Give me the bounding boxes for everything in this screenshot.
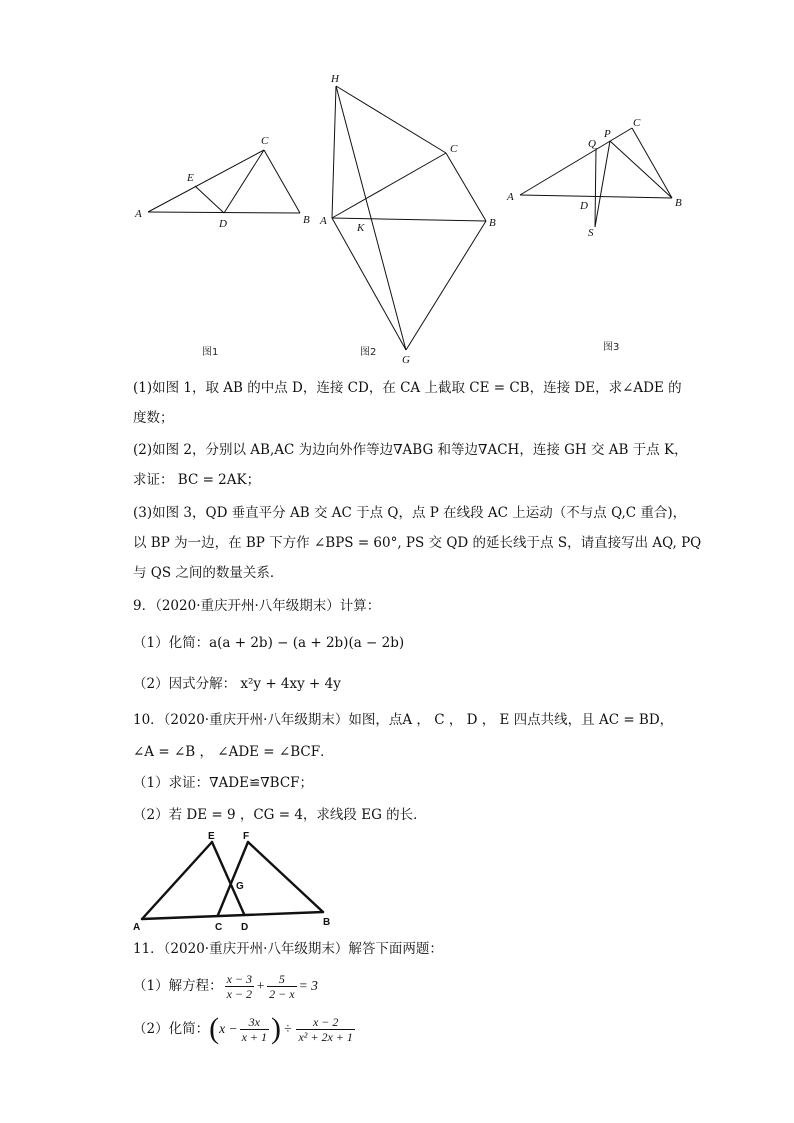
left-paren: ( xyxy=(209,1012,220,1045)
segment-ha xyxy=(332,86,336,218)
figure-2-caption: 图2 xyxy=(360,347,377,358)
question-9-title: 9．（2020·重庆开州·八年级期末）计算： xyxy=(133,598,381,614)
problem-8-part-2-line-2: 求证： BC = 2AK； xyxy=(133,472,261,488)
figure-2 xyxy=(315,70,505,374)
question-9-part-2: （2）因式分解： x²y + 4xy + 4y xyxy=(133,676,341,692)
question-11-title: 11．（2020·重庆开州·八年级期末）解答下面两题： xyxy=(133,941,443,957)
label-e: E xyxy=(187,172,194,184)
segment-ed xyxy=(212,842,244,914)
segment-cd xyxy=(224,150,264,213)
question-11-part-1: （1）解方程： $\frac{x - 3}{x - 2}$ + $\frac{5}{2 - x}$ = 3 xyxy=(133,971,318,1001)
segment-ac xyxy=(520,128,632,195)
segment-cb xyxy=(632,128,672,198)
segment-de xyxy=(195,186,224,213)
question-10-condition: ∠A = ∠B ， ∠ADE = ∠BCF． xyxy=(133,744,334,760)
label-s: S xyxy=(588,227,594,239)
label-g: G xyxy=(236,881,244,892)
figure-question-10-diagram xyxy=(133,828,333,933)
figure-question-10 xyxy=(133,828,333,937)
label-a: A xyxy=(320,215,327,227)
segment-ps xyxy=(595,141,610,227)
fraction-x-minus-2-over-quadratic: $\frac{x - 2}{\text{x² + 2x + 1}}$ xyxy=(298,1014,353,1044)
question-11-part-1-label: （1）解方程： xyxy=(133,978,223,994)
label-q: Q xyxy=(588,138,596,150)
segment-ac xyxy=(332,153,446,218)
segment-ab xyxy=(520,195,672,198)
problem-8-part-3-line-2: 以 BP 为一边，在 BP 下方作 ∠BPS = 60°, PS 交 QD 的延长线于点 S，请直接写出 AQ, PQ xyxy=(133,535,702,551)
label-p: P xyxy=(604,128,611,140)
label-b: B xyxy=(323,917,331,928)
figure-3 xyxy=(500,115,690,249)
label-b: B xyxy=(303,214,310,226)
label-d: D xyxy=(219,218,227,230)
figure-2-diagram xyxy=(315,70,505,370)
label-b: B xyxy=(489,217,496,229)
figure-1-diagram xyxy=(130,130,320,235)
label-c: C xyxy=(261,135,269,147)
problem-8-part-3-line-3: 与 QS 之间的数量关系． xyxy=(133,565,284,581)
segment-cb xyxy=(446,153,486,221)
label-h: H xyxy=(331,73,339,85)
question-9-part-1: （1）化简：a(a + 2b) − (a + 2b)(a − 2b) xyxy=(133,635,405,651)
label-f: F xyxy=(243,831,250,842)
figure-3-caption: 图3 xyxy=(603,342,620,353)
question-10-part-1: （1）求证：∇ADE≌∇BCF； xyxy=(133,775,314,791)
label-a: A xyxy=(507,191,514,203)
label-c: C xyxy=(450,143,458,155)
figure-1-caption: 图1 xyxy=(202,347,219,358)
segment-cf xyxy=(218,842,248,915)
label-a: A xyxy=(133,922,141,933)
fraction-3x-over-x-plus-1: $\frac{3x}{x + 1}$ xyxy=(241,1014,268,1044)
problem-8-part-3-line-1: (3)如图 3，QD 垂直平分 AB 交 AC 于点 Q，点 P 在线段 AC 上运动（不与点 Q,C 重合)， xyxy=(133,505,687,521)
label-b: B xyxy=(675,197,682,209)
problem-8-part-2-line-1: (2)如图 2，分别以 AB,AC 为边向外作等边∇ABG 和等边∇ACH，连接 GH 交 AB 于点 K， xyxy=(133,442,688,458)
label-d: D xyxy=(580,200,588,212)
figure-3-diagram xyxy=(500,115,690,245)
label-c: C xyxy=(215,922,223,933)
question-10-title: 10．（2020·重庆开州·八年级期末）如图，点A ， C ， D ， E 四点共线，且 AC = BD， xyxy=(133,712,674,728)
label-c: C xyxy=(633,117,641,129)
label-e: E xyxy=(208,831,215,842)
fraction-5-over-2-minus-x: $\frac{5}{2 - x}$ xyxy=(269,971,295,1001)
right-paren: ) xyxy=(271,1012,282,1045)
label-d: D xyxy=(241,922,249,933)
segment-ab xyxy=(332,218,486,221)
label-g: G xyxy=(402,354,410,366)
segment-bg xyxy=(406,221,486,350)
problem-8-part-1-line-2: 度数； xyxy=(133,410,174,426)
segment-ae xyxy=(142,842,212,919)
segment-hc xyxy=(336,86,446,153)
segment-ab xyxy=(142,912,323,919)
problem-8-part-1-line-1: (1)如图 1，取 AB 的中点 D，连接 CD，在 CA 上截取 CE = CB，连接 DE，求∠ADE 的 xyxy=(133,380,682,396)
label-a: A xyxy=(135,208,142,220)
segment-ag xyxy=(332,218,406,350)
segment-pb xyxy=(610,141,672,198)
segment-qs xyxy=(595,148,596,227)
segment-cb xyxy=(264,150,300,213)
question-11-part-2: （2）化简： ( x − $\frac{3x}{x + 1}$ ) ÷ $\frac{x - 2}{\text{x² + 2x + 1}}$ xyxy=(133,1012,353,1045)
segment-ac xyxy=(148,150,264,212)
question-10-part-2: （2）若 DE = 9 ，CG = 4，求线段 EG 的长． xyxy=(133,807,427,823)
label-k: K xyxy=(357,222,365,234)
fraction-x-minus-3-over-x-minus-2: $\frac{x - 3}{x - 2}$ xyxy=(226,971,253,1001)
figure-1 xyxy=(130,130,320,239)
segment-fb xyxy=(248,842,323,912)
question-11-part-2-label: （2）化简： xyxy=(133,1021,210,1037)
